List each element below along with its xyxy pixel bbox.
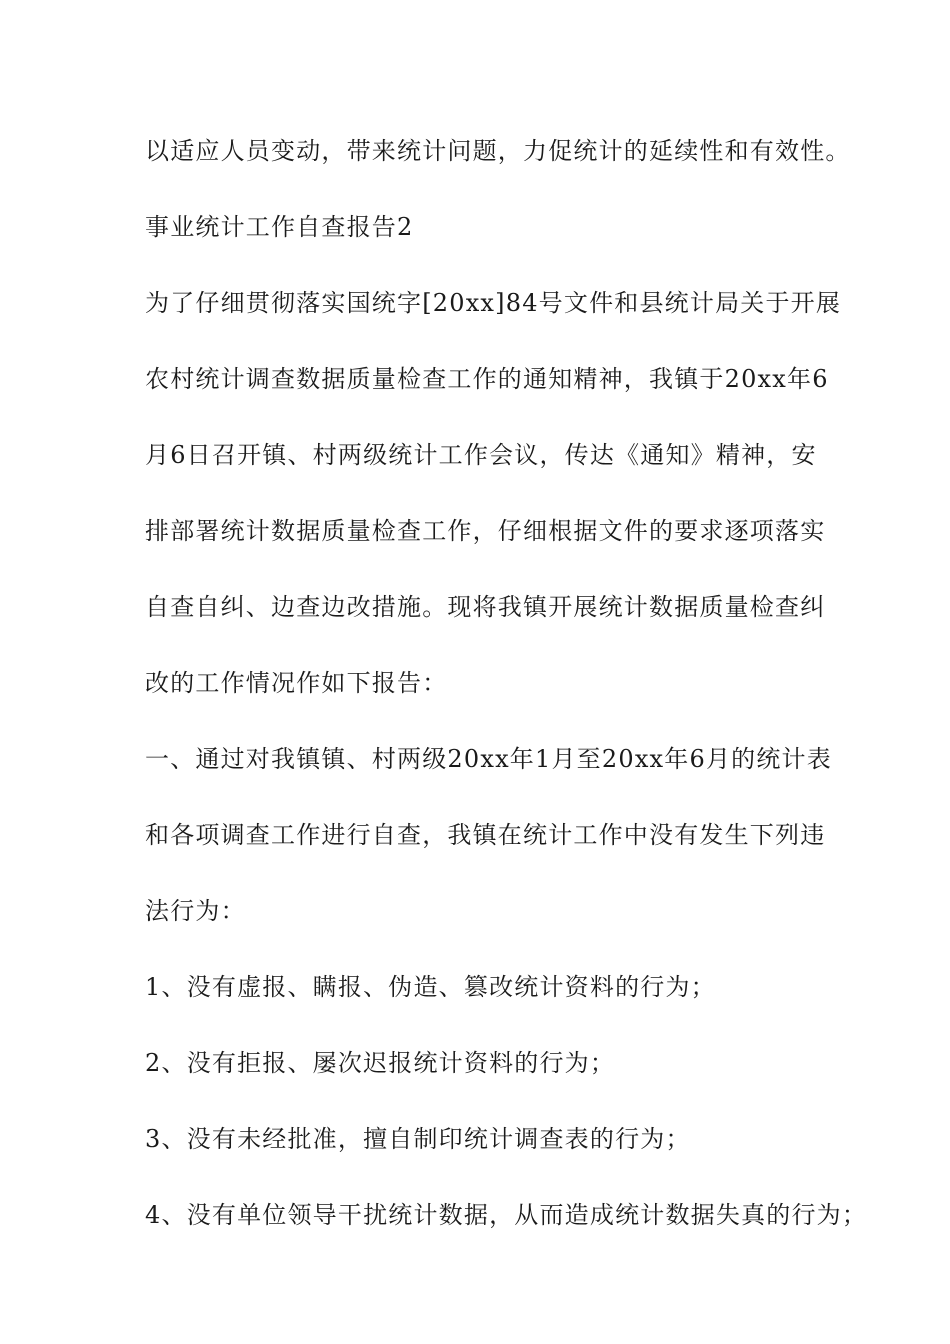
paragraph-line: 为了仔细贯彻落实国统字[20xx]84号文件和县统计局关于开展 <box>145 289 842 317</box>
paragraph-line: 和各项调查工作进行自查，我镇在统计工作中没有发生下列违 <box>145 821 826 849</box>
paragraph-line: 农村统计调查数据质量检查工作的通知精神，我镇于20xx年6 <box>145 365 829 393</box>
paragraph-line: 一、通过对我镇镇、村两级20xx年1月至20xx年6月的统计表 <box>145 745 832 773</box>
paragraph-line: 月6日召开镇、村两级统计工作会议，传达《通知》精神，安 <box>145 441 817 469</box>
paragraph-line: 以适应人员变动，带来统计问题，力促统计的延续性和有效性。 <box>145 137 851 165</box>
paragraph-line: 排部署统计数据质量检查工作，仔细根据文件的要求逐项落实 <box>145 517 826 545</box>
list-item: 4、没有单位领导干扰统计数据，从而造成统计数据失真的行为； <box>145 1201 868 1229</box>
section-heading: 事业统计工作自查报告2 <box>145 213 414 241</box>
list-item: 1、没有虚报、瞒报、伪造、篡改统计资料的行为； <box>145 973 716 1001</box>
list-item: 3、没有未经批准，擅自制印统计调查表的行为； <box>145 1125 691 1153</box>
paragraph-line: 法行为： <box>145 897 246 925</box>
paragraph-line: 自查自纠、边查边改措施。现将我镇开展统计数据质量检查纠 <box>145 593 826 621</box>
paragraph-line: 改的工作情况作如下报告： <box>145 669 448 697</box>
list-item: 2、没有拒报、屡次迟报统计资料的行为； <box>145 1049 616 1077</box>
